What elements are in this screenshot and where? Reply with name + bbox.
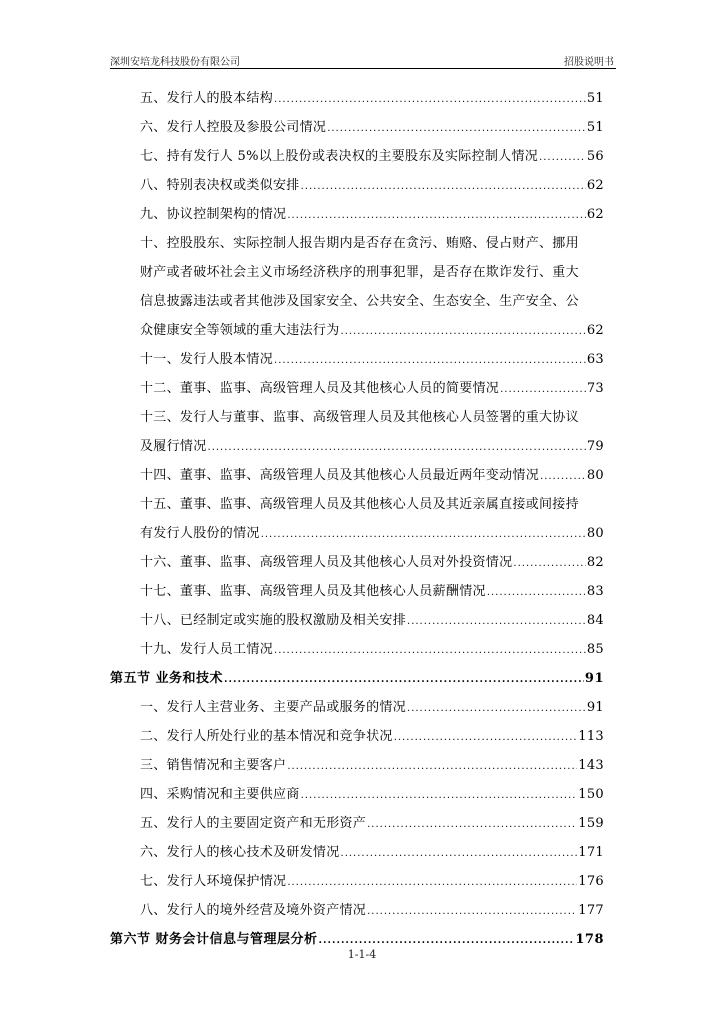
toc-page-number: 113 [578,729,604,744]
toc-leader-dots [327,114,586,143]
toc-leader-dots [274,636,586,665]
toc-leader-dots [261,520,586,549]
toc-leader-dots [274,85,586,114]
toc-leader-dots [487,578,586,607]
toc-leader-dots [208,433,586,462]
toc-page-number: 51 [586,120,604,135]
toc-page-number: 51 [586,91,604,106]
toc-entry-title: 十三、发行人与董事、监事、高级管理人员及其他核心人员签署的重大协议 [140,410,579,425]
toc-entry[interactable] [110,287,604,316]
toc-entry-title: 十六、董事、监事、高级管理人员及其他核心人员对外投资情况 [140,555,513,570]
toc-leader-dots [287,868,577,897]
toc-page-number: 143 [578,758,604,773]
toc-leader-dots [287,752,577,781]
toc-page-number: 150 [578,787,604,802]
page-number: 1-1-4 [347,948,377,961]
toc-leader-dots [539,143,586,172]
toc-entry[interactable] [110,751,604,780]
toc-entry[interactable] [110,809,604,838]
toc-entry-title: 三、销售情况和主要客户 [140,758,287,773]
toc-section-heading[interactable] [110,664,604,693]
toc-entry-title: 四、采购情况和主要供应商 [140,787,300,802]
toc-entry[interactable] [110,229,604,258]
toc-page-number: 91 [586,700,604,715]
toc-page-number: 159 [578,816,604,831]
toc-leader-dots [407,694,586,723]
toc-entry[interactable] [110,635,604,664]
toc-entry-title: 众健康安全等领域的重大违法行为 [140,323,340,338]
toc-entry[interactable] [110,200,604,229]
toc-entry[interactable] [110,896,604,925]
toc-leader-dots [301,172,586,201]
toc-entry[interactable] [110,171,604,200]
toc-page-number: 62 [586,178,604,193]
toc-page-number: 73 [586,381,604,396]
toc-entry-title: 八、发行人的境外经营及境外资产情况 [140,903,367,918]
toc-leader-dots [500,375,586,404]
toc-leader-dots [540,462,586,491]
toc-leader-dots [274,346,586,375]
toc-entry-title: 十四、董事、监事、高级管理人员及其他核心人员最近两年变动情况 [140,468,540,483]
document-type: 招股说明书 [564,57,614,68]
toc-leader-dots [367,810,577,839]
toc-entry-title: 十一、发行人股本情况 [140,352,274,367]
toc-entry-title: 十九、发行人员工情况 [140,642,274,657]
toc-page-number: 83 [586,584,604,599]
toc-leader-dots [341,839,578,868]
toc-page-number: 62 [586,323,604,338]
toc-entry[interactable] [110,316,604,345]
toc-entry-title: 十五、董事、监事、高级管理人员及其他核心人员及其近亲属直接或间接持 [140,497,579,512]
toc-entry[interactable] [110,722,604,751]
toc-page-number: 176 [578,874,604,889]
toc-entry-title: 五、发行人的股本结构 [140,91,274,106]
toc-entry[interactable] [110,113,604,142]
toc-page-number: 84 [586,613,604,628]
toc-entry[interactable] [110,693,604,722]
toc-entry[interactable] [110,490,604,519]
company-name: 深圳安培龙科技股份有限公司 [110,57,240,68]
toc-entry[interactable] [110,867,604,896]
page-header [110,50,616,69]
toc-entry-title: 七、发行人环境保护情况 [140,874,287,889]
toc-page-number: 80 [586,526,604,541]
toc-entry[interactable] [110,403,604,432]
toc-entry[interactable] [110,780,604,809]
toc-page-number: 91 [584,671,604,686]
toc-entry-title: 九、协议控制架构的情况 [140,207,287,222]
toc-entry[interactable] [110,838,604,867]
toc-leader-dots [301,781,578,810]
toc-entry[interactable] [110,577,604,606]
toc-entry[interactable] [110,345,604,374]
toc-entry-title: 有发行人股份的情况 [140,526,260,541]
toc-page-number: 82 [586,555,604,570]
toc-entry[interactable] [110,461,604,490]
toc-entry[interactable] [110,258,604,287]
toc-entry[interactable] [110,548,604,577]
toc-entry-title: 信息披露违法或者其他涉及国家安全、公共安全、生态安全、生产安全、公 [140,294,579,309]
toc-page-number: 56 [586,149,604,164]
toc-entry[interactable] [110,84,604,113]
toc-entry[interactable] [110,606,604,635]
table-of-contents [110,84,604,954]
toc-entry-title: 八、特别表决权或类似安排 [140,178,300,193]
toc-page-number: 80 [586,468,604,483]
toc-leader-dots [407,607,586,636]
toc-entry-title: 财产或者破坏社会主义市场经济秩序的刑事犯罪，是否存在欺诈发行、重大 [140,265,579,280]
toc-entry-title: 七、持有发行人 5%以上股份或表决权的主要股东及实际控制人情况 [140,149,539,164]
toc-entry-title: 一、发行人主营业务、主要产品或服务的情况 [140,700,407,715]
toc-page-number: 178 [575,932,604,947]
toc-entry-title: 及履行情况 [140,439,207,454]
toc-page-number: 171 [578,845,604,860]
toc-entry-title: 二、发行人所处行业的基本情况和竞争状况 [140,729,393,744]
toc-leader-dots [367,897,577,926]
toc-page-number: 79 [586,439,604,454]
toc-entry-title: 十八、已经制定或实施的股权激励及相关安排 [140,613,407,628]
toc-entry-title: 十七、董事、监事、高级管理人员及其他核心人员薪酬情况 [140,584,486,599]
toc-leader-dots [224,665,584,694]
toc-entry[interactable] [110,374,604,403]
toc-entry-title: 第五节 业务和技术 [110,671,224,686]
toc-page-number: 85 [586,642,604,657]
toc-entry-title: 十二、董事、监事、高级管理人员及其他核心人员的简要情况 [140,381,500,396]
toc-page-number: 62 [586,207,604,222]
toc-leader-dots [341,317,586,346]
toc-leader-dots [513,549,585,578]
toc-leader-dots [394,723,578,752]
toc-entry[interactable] [110,519,604,548]
toc-entry-title: 十、控股股东、实际控制人报告期内是否存在贪污、贿赂、侵占财产、挪用 [140,236,579,251]
toc-entry-title: 六、发行人控股及参股公司情况 [140,120,327,135]
toc-entry-title: 五、发行人的主要固定资产和无形资产 [140,816,367,831]
toc-entry-title: 六、发行人的核心技术及研发情况 [140,845,340,860]
toc-entry[interactable] [110,142,604,171]
toc-page-number: 177 [578,903,604,918]
toc-leader-dots [287,201,586,230]
toc-entry[interactable] [110,432,604,461]
toc-entry-title: 第六节 财务会计信息与管理层分析 [110,932,318,947]
toc-page-number: 63 [586,352,604,367]
